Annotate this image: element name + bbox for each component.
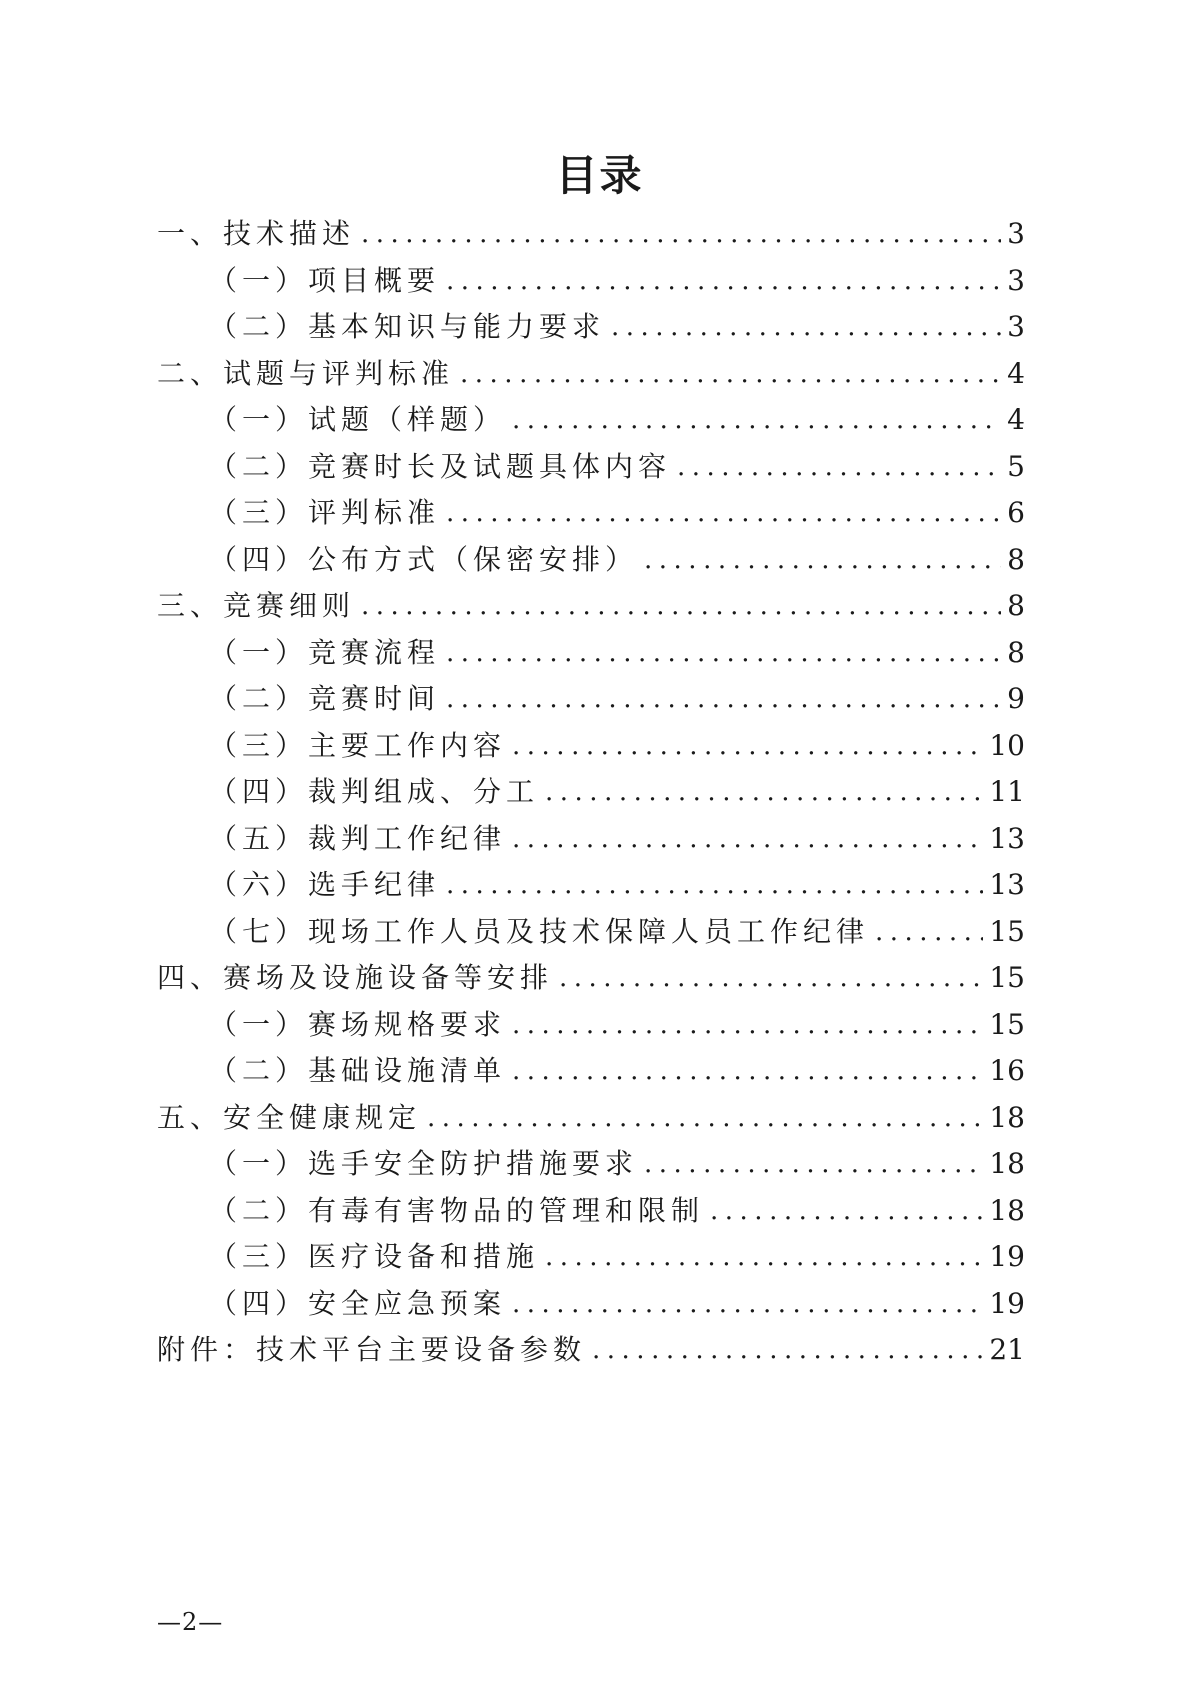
toc-dot-leader <box>460 359 1001 389</box>
toc-dot-leader <box>446 498 1001 528</box>
toc-entry[interactable] <box>157 1142 1025 1189</box>
toc-entry-page: 5 <box>1007 449 1025 483</box>
toc-entry[interactable] <box>157 1049 1025 1096</box>
toc-entry[interactable] <box>157 212 1025 259</box>
toc-dot-leader <box>545 1242 983 1272</box>
toc-entry-label: 三、竞赛细则 <box>157 589 356 622</box>
toc-entry-page: 18 <box>989 1100 1025 1134</box>
toc-entry-page: 18 <box>989 1193 1025 1227</box>
toc-dot-leader <box>427 1103 983 1133</box>
toc-dot-leader <box>559 963 983 993</box>
toc-entry[interactable] <box>157 584 1025 631</box>
toc-entry[interactable] <box>157 398 1025 445</box>
toc-entry-label: （七）现场工作人员及技术保障人员工作纪律 <box>209 914 870 948</box>
toc-entry[interactable] <box>157 910 1025 957</box>
toc-dot-leader <box>611 312 1001 342</box>
toc-dot-leader <box>512 1289 983 1319</box>
toc-entry-page: 3 <box>1007 217 1025 250</box>
toc-entry-page: 15 <box>989 1007 1025 1041</box>
toc-entry-page: 10 <box>989 728 1025 762</box>
toc-dot-leader <box>512 731 983 761</box>
toc-entry-page: 16 <box>989 1054 1025 1087</box>
toc-dot-leader <box>512 405 1001 435</box>
toc-dot-leader <box>512 1056 983 1086</box>
toc-entry-page: 3 <box>1007 310 1025 343</box>
toc-entry[interactable] <box>157 491 1025 538</box>
toc-entry-page: 6 <box>1007 496 1025 529</box>
toc-entry-label: （一）试题（样题） <box>209 403 507 436</box>
table-of-contents <box>157 212 1025 1375</box>
toc-entry-page: 19 <box>989 1286 1025 1320</box>
toc-entry[interactable] <box>157 677 1025 724</box>
toc-entry-label: （六）选手纪律 <box>209 868 441 901</box>
toc-entry[interactable] <box>157 1235 1025 1282</box>
toc-entry[interactable] <box>157 305 1025 352</box>
toc-entry-label: （五）裁判工作纪律 <box>209 821 507 855</box>
toc-entry[interactable] <box>157 1096 1025 1143</box>
toc-entry[interactable] <box>157 445 1025 492</box>
toc-entry-label: 附件：技术平台主要设备参数 <box>157 1333 587 1366</box>
toc-dot-leader <box>361 219 1001 249</box>
toc-entry-page: 9 <box>1007 682 1025 715</box>
toc-entry-page: 18 <box>989 1147 1025 1180</box>
toc-entry-label: （一）选手安全防护措施要求 <box>209 1147 639 1180</box>
toc-entry-label: 二、试题与评判标准 <box>157 356 455 390</box>
toc-entry-label: （四）安全应急预案 <box>209 1286 507 1320</box>
toc-entry-page: 21 <box>989 1333 1025 1366</box>
toc-entry-label: （二）基本知识与能力要求 <box>209 310 606 343</box>
toc-entry-page: 8 <box>1007 635 1025 669</box>
toc-entry-page: 4 <box>1007 403 1025 436</box>
toc-entry-page: 11 <box>989 775 1025 808</box>
toc-entry[interactable] <box>157 1003 1025 1050</box>
toc-entry[interactable] <box>157 631 1025 678</box>
toc-dot-leader <box>710 1196 983 1226</box>
toc-entry-label: （二）竞赛时间 <box>209 682 441 715</box>
toc-entry-label: （三）医疗设备和措施 <box>209 1240 540 1273</box>
toc-entry[interactable] <box>157 1282 1025 1329</box>
toc-entry[interactable] <box>157 817 1025 864</box>
toc-dot-leader <box>361 591 1001 621</box>
toc-entry-label: （四）裁判组成、分工 <box>209 775 540 808</box>
toc-dot-leader <box>644 1149 983 1179</box>
toc-dot-leader <box>446 870 983 900</box>
toc-dot-leader <box>446 266 1001 296</box>
toc-entry-page: 8 <box>1007 542 1025 576</box>
page-title: 目录 <box>555 151 644 200</box>
toc-entry-label: （二）有毒有害物品的管理和限制 <box>209 1193 705 1227</box>
toc-entry-page: 19 <box>989 1240 1025 1273</box>
toc-entry[interactable] <box>157 538 1025 585</box>
toc-entry[interactable] <box>157 724 1025 771</box>
toc-entry-label: （一）赛场规格要求 <box>209 1007 507 1041</box>
toc-entry-label: （二）基础设施清单 <box>209 1054 507 1087</box>
toc-entry-page: 8 <box>1007 589 1025 622</box>
toc-entry-page: 3 <box>1007 263 1025 297</box>
toc-entry[interactable] <box>157 1328 1025 1375</box>
toc-dot-leader <box>446 684 1001 714</box>
toc-dot-leader <box>875 917 983 947</box>
toc-entry-page: 15 <box>989 914 1025 948</box>
toc-entry-label: 四、赛场及设施设备等安排 <box>157 961 554 994</box>
toc-entry-page: 13 <box>989 821 1025 855</box>
toc-entry[interactable] <box>157 352 1025 399</box>
toc-entry-label: （一）项目概要 <box>209 263 441 297</box>
toc-entry-label: 五、安全健康规定 <box>157 1100 422 1134</box>
toc-dot-leader <box>677 452 1001 482</box>
toc-dot-leader <box>644 545 1001 575</box>
toc-entry-label: （三）评判标准 <box>209 496 441 529</box>
toc-entry-label: （四）公布方式（保密安排） <box>209 542 639 576</box>
toc-entry-page: 15 <box>989 961 1025 994</box>
toc-entry[interactable] <box>157 770 1025 817</box>
toc-dot-leader <box>512 824 983 854</box>
toc-dot-leader <box>545 777 983 807</box>
toc-entry[interactable] <box>157 1189 1025 1236</box>
page-number: —2— <box>157 1608 224 1636</box>
toc-dot-leader <box>512 1010 983 1040</box>
toc-entry-page: 13 <box>989 868 1025 901</box>
toc-entry[interactable] <box>157 863 1025 910</box>
toc-dot-leader <box>592 1335 983 1365</box>
toc-entry-label: （三）主要工作内容 <box>209 728 507 762</box>
toc-entry-label: （一）竞赛流程 <box>209 635 441 669</box>
toc-entry-page: 4 <box>1007 356 1025 390</box>
toc-entry-label: 一、技术描述 <box>157 217 356 250</box>
toc-dot-leader <box>446 638 1001 668</box>
toc-entry-label: （二）竞赛时长及试题具体内容 <box>209 449 672 483</box>
toc-entry[interactable] <box>157 956 1025 1003</box>
toc-entry[interactable] <box>157 259 1025 306</box>
